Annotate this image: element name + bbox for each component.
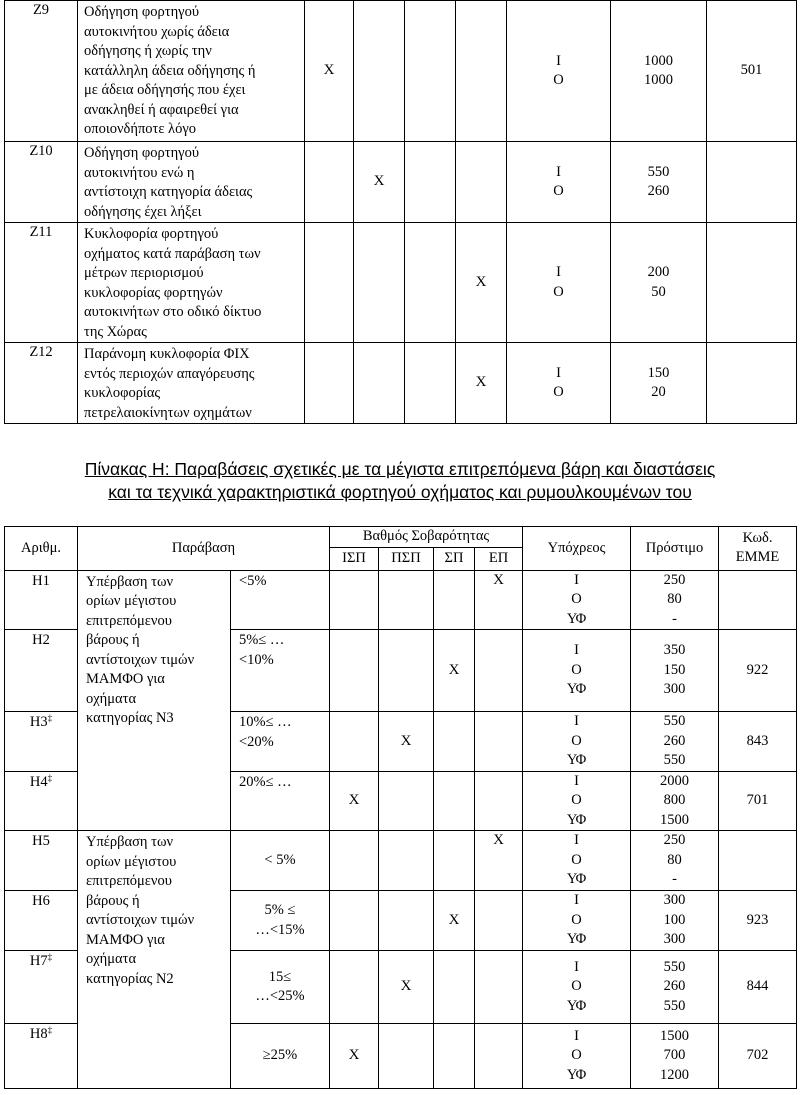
severity-isp-mark [305,343,354,424]
severity-ep-mark [475,771,523,831]
row-code: Z10 [5,142,78,223]
table-row [5,343,797,424]
severity-isp-mark [330,570,379,630]
severity-isp-mark [330,891,379,951]
severity-isp-mark [330,712,379,772]
dagger-mark: ‡ [47,952,53,962]
row-code [5,712,78,772]
liable-party: Ι Ο ΥΦ [523,891,631,951]
fine-amount: 2000 800 1500 [631,771,719,831]
table-row [5,223,797,343]
header-ep: ΕΠ [475,547,523,570]
severity-ep-mark [475,712,523,772]
severity-isp-mark: X [305,1,354,142]
severity-ep-mark: X [475,831,523,891]
emme-code: 701 [719,771,797,831]
violation-description: Κυκλοφορία φορτηγού οχήματος κατά παράβαση των μέτρων περιορισμού κυκλοφορίας φορτηγών αυτοκινήτων στο οδικό δίκτυο της Χώρας [78,223,305,343]
header-psp: ΠΣΠ [379,547,434,570]
fine-amount: 550 260 [611,142,707,223]
emme-code: 843 [719,712,797,772]
severity-sp-mark [434,771,475,831]
severity-psp-mark [379,831,434,891]
severity-ep-mark [475,630,523,712]
row-code [5,891,78,951]
emme-code [707,223,797,343]
header-violation: Παράβαση [78,527,330,571]
fine-amount: 250 80 - [631,570,719,630]
dagger-mark: ‡ [47,772,53,783]
emme-code: 922 [719,630,797,712]
header-sp: ΣΠ [434,547,475,570]
fine-amount: 550 260 550 [631,951,719,1024]
severity-sp-mark: X [434,891,475,951]
severity-sp-mark [405,223,456,343]
violation-description: Οδήγηση φορτηγού αυτοκινήτου χωρίς άδεια οδήγησης ή χωρίς την κατάλληλη άδεια οδήγησης ή με άδεια οδήγησής που έχει ανακληθεί ή αφαιρεθεί για οποιονδήποτε λόγο [78,1,305,142]
liable-party: Ι Ο [507,1,611,142]
severity-ep-mark: X [456,223,507,343]
severity-psp-mark [379,1024,434,1089]
emme-code: 844 [719,951,797,1024]
severity-sp-mark [434,1024,475,1089]
row-code [5,630,78,712]
severity-sp-mark [434,831,475,891]
table-row [5,831,797,891]
severity-sp-mark [405,1,456,142]
fine-amount: 200 50 [611,223,707,343]
severity-sp-mark [434,570,475,630]
table-h-title-line-1: Πίνακας Η: Παραβάσεις σχετικές με τα μέγιστα επιτρεπόμενα βάρη και διαστάσεις [84,459,716,479]
liable-party: Ι Ο ΥΦ [523,1024,631,1089]
fine-amount: 1500 700 1200 [631,1024,719,1089]
severity-sp-mark [434,712,475,772]
row-code [5,771,78,831]
severity-isp-mark [330,951,379,1024]
severity-psp-mark [354,223,405,343]
liable-party: Ι Ο ΥΦ [523,771,631,831]
severity-isp-mark: X [330,1024,379,1089]
severity-isp-mark: X [330,771,379,831]
table-h-title [0,458,800,504]
header-num: Αριθμ. [5,527,78,571]
header-emme-code: Κωδ. ΕΜΜΕ [719,527,797,571]
dagger-mark: ‡ [47,1025,53,1035]
liable-party: Ι Ο ΥΦ [523,831,631,891]
severity-psp-mark: X [379,712,434,772]
table-h-title-line-2: και τα τεχνικά χαρακτηριστικά φορτηγού οχήματος και ρυμουλκουμένων του [108,482,692,502]
severity-psp-mark [354,343,405,424]
severity-psp-mark: X [354,142,405,223]
header-row [5,527,797,548]
header-fine: Πρόστιμο [631,527,719,571]
header-liable: Υπόχρεος [523,527,631,571]
row-code [5,951,78,1024]
severity-isp-mark [305,223,354,343]
fine-amount: 150 20 [611,343,707,424]
severity-sp-mark: X [434,630,475,712]
severity-isp-mark [305,142,354,223]
row-code: Z9 [5,1,78,142]
emme-code: 702 [719,1024,797,1089]
threshold: 5%≤ … <10% [231,630,330,712]
row-code-text: Η7 [29,953,48,969]
row-code-text: Η2 [32,632,50,648]
severity-ep-mark [475,891,523,951]
table-row [5,570,797,630]
severity-psp-mark [379,630,434,712]
row-code-text: Η3 [29,714,48,730]
severity-sp-mark [405,142,456,223]
severity-isp-mark [330,831,379,891]
severity-ep-mark [475,951,523,1024]
violation-group-n3: Υπέρβαση των ορίων μέγιστου επιτρεπόμενου βάρους ή αντίστοιχων τιμών ΜΑΜΦΟ για οχήματα κατηγορίας Ν3 [78,570,231,831]
severity-ep-mark: X [456,343,507,424]
row-code-text: Η4 [29,773,48,790]
liable-party: Ι Ο ΥΦ [523,630,631,712]
severity-ep-mark [456,1,507,142]
row-code-text: Η8 [29,1026,48,1042]
violation-group-n2: Υπέρβαση των ορίων μέγιστου επιτρεπόμενου βάρους ή αντίστοιχων τιμών ΜΑΜΦΟ για οχήματα κατηγορίας Ν2 [78,831,231,1089]
threshold: <5% [231,570,330,630]
threshold: 15≤ …<25% [231,951,330,1024]
table-z [4,0,797,424]
emme-code: 923 [719,891,797,951]
fine-amount: 250 80 - [631,831,719,891]
severity-psp-mark [354,1,405,142]
fine-amount: 1000 1000 [611,1,707,142]
threshold: 20%≤ … [231,771,330,831]
liable-party: Ι Ο ΥΦ [523,570,631,630]
emme-code [719,831,797,891]
row-code: Z12 [5,343,78,424]
fine-amount: 550 260 550 [631,712,719,772]
row-code-text: Η5 [32,833,50,849]
threshold: < 5% [231,831,330,891]
row-code [5,1024,78,1089]
severity-psp-mark: X [379,951,434,1024]
threshold: 5% ≤ …<15% [231,891,330,951]
row-code [5,570,78,630]
severity-psp-mark [379,891,434,951]
emme-code [707,142,797,223]
liable-party: Ι Ο [507,343,611,424]
liable-party: Ι Ο ΥΦ [523,712,631,772]
violation-description: Οδήγηση φορτηγού αυτοκινήτου ενώ η αντίστοιχη κατηγορία άδειας οδήγησης έχει λήξει [78,142,305,223]
severity-psp-mark [379,771,434,831]
threshold: ≥25% [231,1024,330,1089]
liable-party: Ι Ο ΥΦ [523,951,631,1024]
dagger-mark: ‡ [47,713,53,723]
header-isp: ΙΣΠ [330,547,379,570]
table-row [5,1,797,142]
fine-amount: 350 150 300 [631,630,719,712]
severity-sp-mark [434,951,475,1024]
severity-isp-mark [330,630,379,712]
header-severity: Βαθμός Σοβαρότητας [330,527,523,548]
table-h [4,526,797,1089]
table-row [5,142,797,223]
row-code-text: Η1 [32,572,50,589]
liable-party: Ι Ο [507,142,611,223]
emme-code [719,570,797,630]
emme-code: 501 [707,1,797,142]
severity-sp-mark [405,343,456,424]
violation-description: Παράνομη κυκλοφορία ΦΙΧ εντός περιοχών απαγόρευσης κυκλοφορίας πετρελαιοκίνητων οχημάτων [78,343,305,424]
liable-party: Ι Ο [507,223,611,343]
severity-ep-mark: X [475,570,523,630]
row-code [5,831,78,891]
row-code-text: Η6 [32,893,50,909]
severity-ep-mark [456,142,507,223]
fine-amount: 300 100 300 [631,891,719,951]
row-code: Z11 [5,223,78,343]
emme-code [707,343,797,424]
severity-ep-mark [475,1024,523,1089]
threshold: 10%≤ … <20% [231,712,330,772]
severity-psp-mark [379,570,434,630]
